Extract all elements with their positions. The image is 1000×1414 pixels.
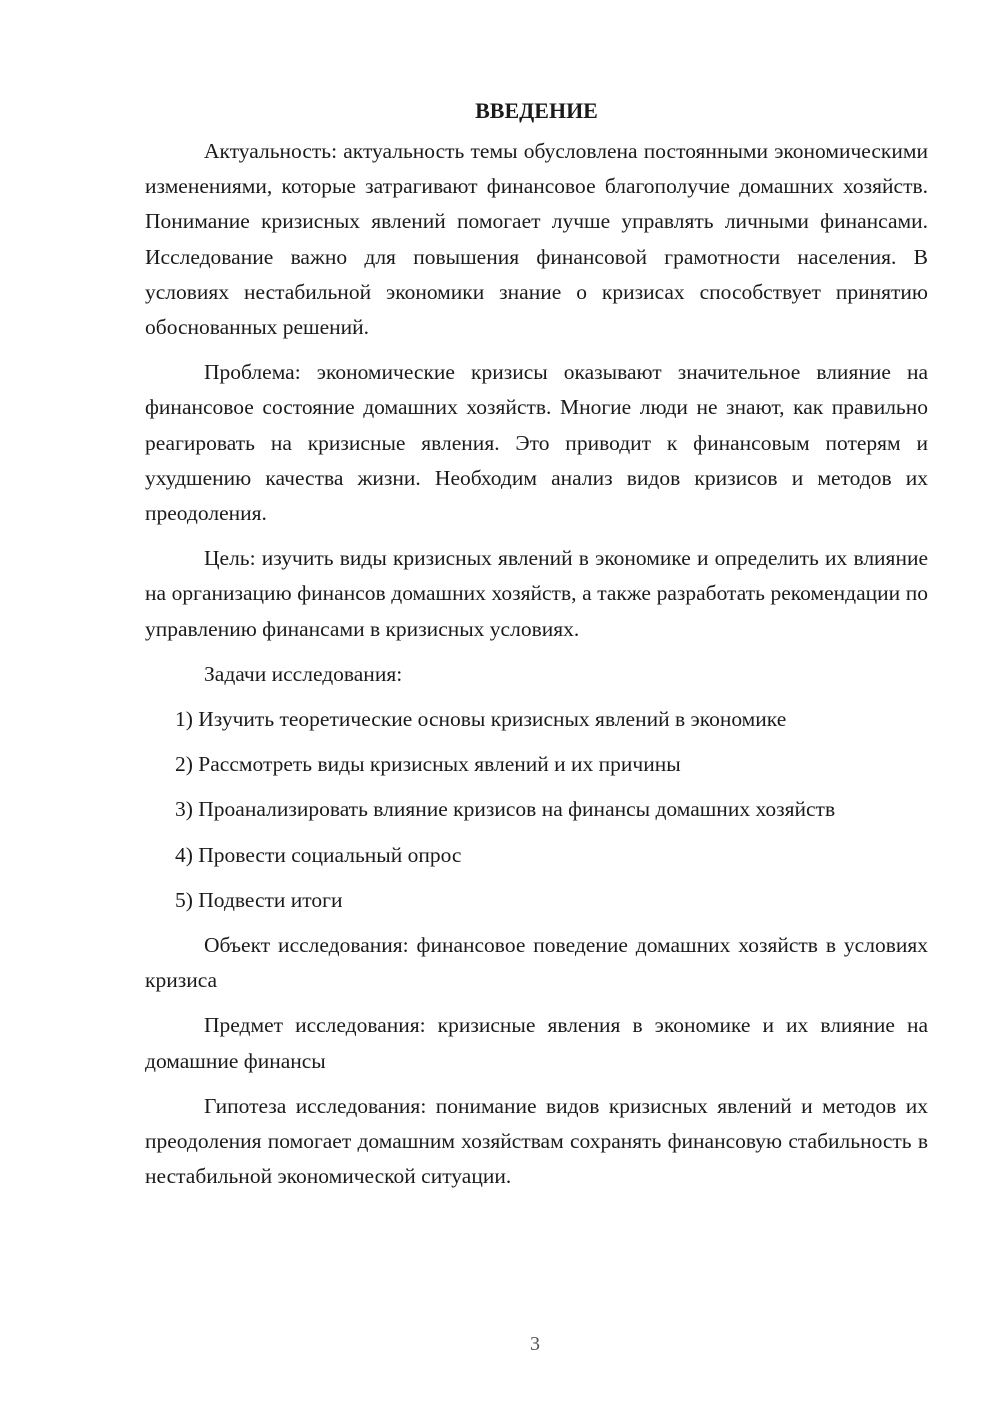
list-item: 4) Провести социальный опрос [175, 842, 462, 867]
paragraph-subject: Предмет исследования: кризисные явления в экономике и их влияние на домашние финансы [145, 1013, 928, 1073]
list-item: 1) Изучить теоретические основы кризисных явлений в экономике [175, 707, 787, 732]
paragraph-object: Объект исследования: финансовое поведение домашних хозяйств в условиях кризиса [145, 933, 928, 993]
page-title: ВВЕДЕНИЕ [475, 98, 598, 123]
page-number: 3 [530, 1333, 540, 1355]
tasks-heading: Задачи исследования: [204, 661, 403, 686]
list-item: 3) Проанализировать влияние кризисов на финансы домашних хозяйств [175, 797, 836, 822]
page-content [145, 93, 928, 1204]
paragraph-hypothesis: Гипотеза исследования: понимание видов кризисных явлений и методов их преодоления помогает домашним хозяйствам сохранять финансовую стабильность в нестабильной экономической ситуации. [145, 1093, 928, 1189]
tasks-list [145, 702, 928, 918]
list-item: 2) Рассмотреть виды кризисных явлений и их причины [175, 752, 681, 777]
paragraph-problem: Проблема: экономические кризисы оказывают значительное влияние на финансовое состояние домашних хозяйств. Многие люди не знают, как правильно реагировать на кризисные явления. Это приводит к финансовым потерям и ухудшению качества жизни. Необходим анализ видов кризисов и методов их преодоления. [145, 360, 928, 526]
paragraph-goal: Цель: изучить виды кризисных явлений в экономике и определить их влияние на организацию финансов домашних хозяйств, а также разработать рекомендации по управлению финансами в кризисных условиях. [145, 546, 928, 641]
list-item: 5) Подвести итоги [175, 887, 343, 912]
paragraph-relevance: Актуальность: актуальность темы обусловлена постоянными экономическими изменениями, которые затрагивают финансовое благополучие домашних хозяйств. Понимание кризисных явлений помогает лучше управлять личными финансами. Исследование важно для повышения финансовой грамотности населения. В условиях нестабильной экономики знание о кризисах способствует принятию обоснованных решений. [145, 139, 928, 340]
